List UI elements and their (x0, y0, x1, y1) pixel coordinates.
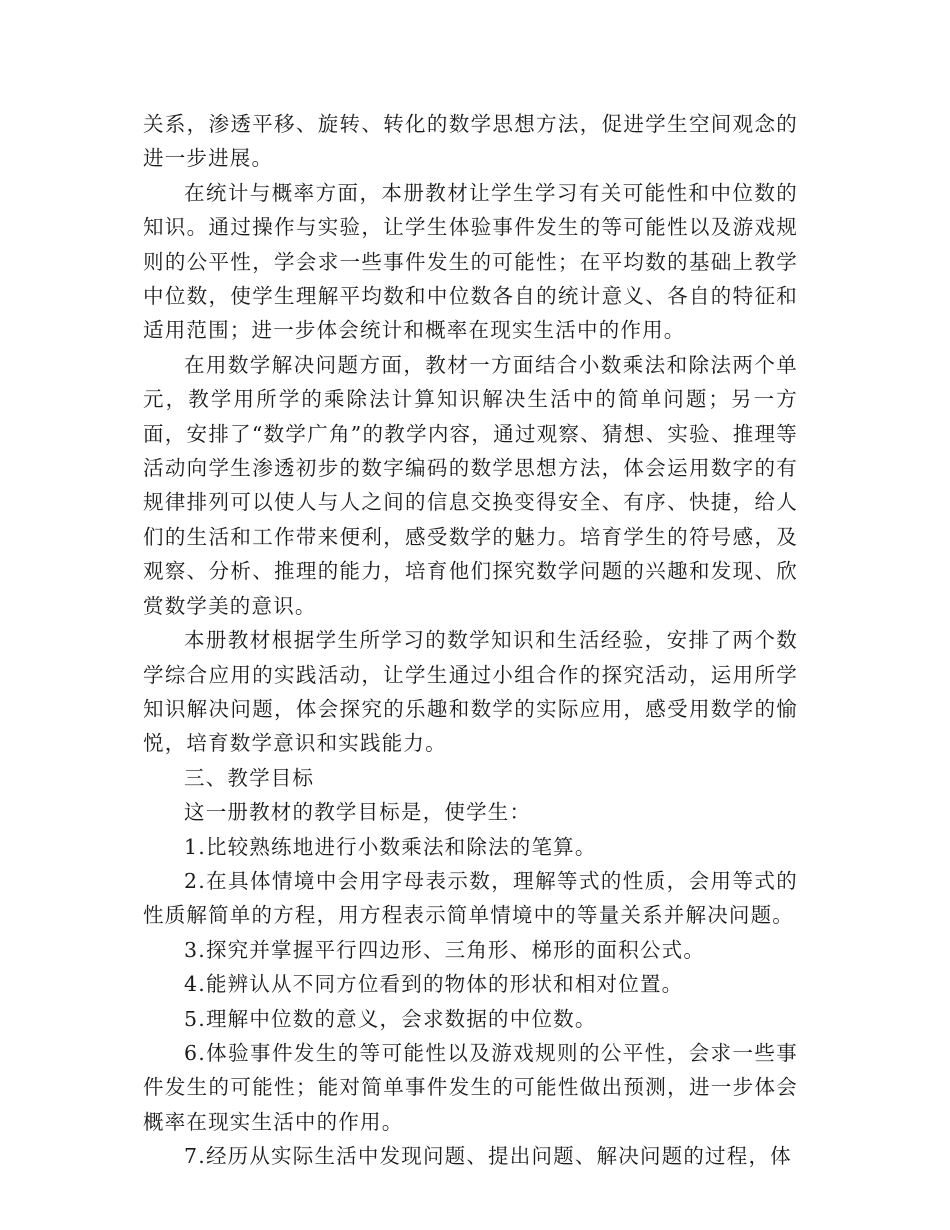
list-item: 3.探究并掌握平行四边形、三角形、梯形的面积公式。 (184, 937, 706, 962)
list-item: 1.比较熟练地进行小数乘法和除法的笔算。 (184, 834, 597, 859)
section-heading: 三、教学目标 (184, 765, 315, 790)
paragraph-practice: 本册教材根据学生所学习的数学知识和生活经验，安排了两个数学综合应用的实践活动，让学生通过小组合作的探究活动，运用所学知识解决问题，体会探究的乐趣和数学的实际应用，感受用数学的愉悦，培育数学意识和实践能力。 (143, 628, 798, 756)
list-item: 2.在具体情境中会用字母表示数，理解等式的性质，会用等式的性质解简单的方程，用方程表示简单情境中的等量关系并解决问题。 (143, 868, 798, 928)
list-item: 6.体验事件发生的等可能性以及游戏规则的公平性，会求一些事件发生的可能性；能对简单事件发生的可能性做出预测，进一步体会概率在现实生活中的作用。 (143, 1040, 798, 1134)
paragraph-problem-solving: 在用数学解决问题方面，教材一方面结合小数乘法和除法两个单元，教学用所学的乘除法计算知识解决生活中的简单问题；另一方面，安排了“数学广角”的教学内容，通过观察、猜想、实验、推理等活动向学生渗透初步的数字编码的数学思想方法，体会运用数字的有规律排列可以使人与人之间的信息交换变得安全、有序、快捷，给人们的生活和工作带来便利，感受数学的魅力。培育学生的符号感，及观察、分析、推理的能力，培育他们探究数学问题的兴趣和发现、欣赏数学美的意识。 (143, 352, 798, 618)
list-item: 7.经历从实际生活中发现问题、提出问题、解决问题的过程，体 (184, 1144, 792, 1169)
list-item: 5.理解中位数的意义，会求数据的中位数。 (184, 1006, 597, 1031)
document-body (143, 107, 798, 1174)
paragraph-statistics: 在统计与概率方面，本册教材让学生学习有关可能性和中位数的知识。通过操作与实验，让学生体验事件发生的等可能性以及游戏规则的公平性，学会求一些事件发生的可能性；在平均数的基础上教学中位数，使学生理解平均数和中位数各自的统计意义、各自的特征和适用范围；进一步体会统计和概率在现实生活中的作用。 (143, 180, 798, 343)
objectives-intro: 这一册教材的教学目标是，使学生： (184, 800, 532, 825)
list-item: 4.能辨认从不同方位看到的物体的形状和相对位置。 (184, 972, 684, 997)
paragraph-continuation: 关系，渗透平移、旋转、转化的数学思想方法，促进学生空间观念的进一步进展。 (143, 112, 798, 171)
